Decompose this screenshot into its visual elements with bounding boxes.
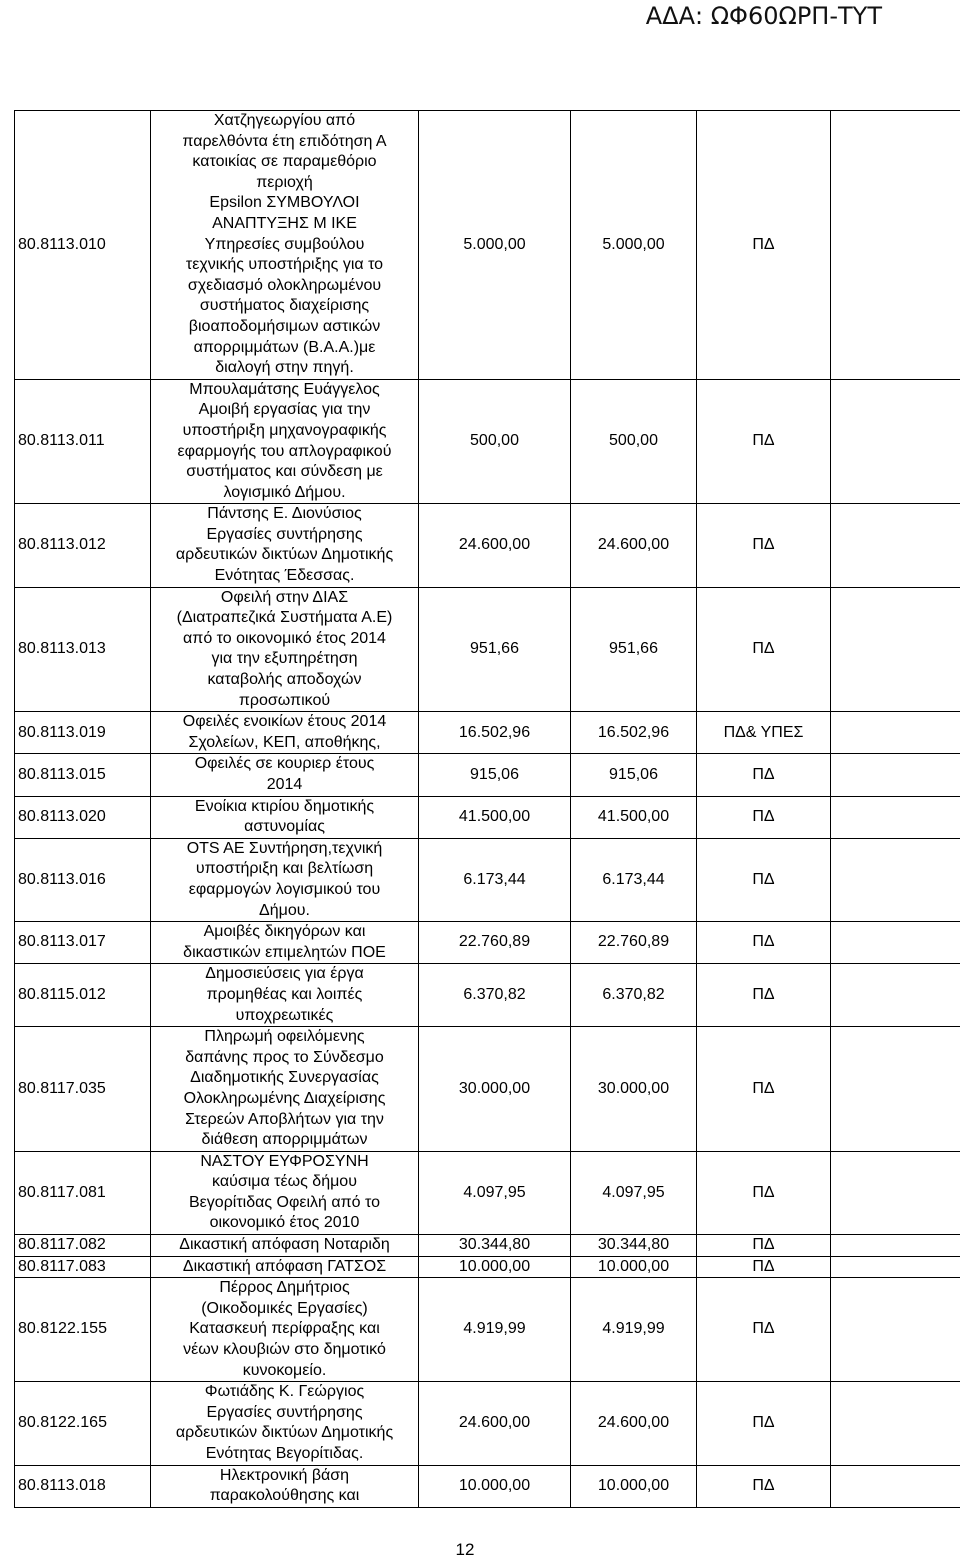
table-row (15, 838, 960, 921)
budget-code-cell: 80.8113.012 (15, 504, 151, 587)
amount-cell: 10.000,00 (571, 1465, 697, 1507)
description-cell: OTS AE Συντήρηση,τεχνική υποστήριξη και βελτίωση εφαρμογών λογισμικού του Δήμου. (151, 838, 419, 921)
amount-cell: 22.760,89 (419, 922, 571, 964)
empty-cell (831, 1027, 960, 1152)
amount-cell: 500,00 (571, 379, 697, 504)
budget-code-cell: 80.8115.012 (15, 964, 151, 1027)
amount-cell: 30.344,80 (419, 1235, 571, 1257)
amount-cell: 4.097,95 (419, 1151, 571, 1234)
amount-cell: 10.000,00 (419, 1256, 571, 1278)
empty-cell (831, 1382, 960, 1465)
table-row (15, 379, 960, 504)
funding-source-cell: ΠΔ& ΥΠΕΣ (697, 712, 831, 754)
budget-code-cell: 80.8117.035 (15, 1027, 151, 1152)
ada-header: ΑΔΑ: ΩΦ60ΩΡΠ-ΤΥΤ (645, 2, 882, 30)
amount-cell: 16.502,96 (571, 712, 697, 754)
empty-cell (831, 1465, 960, 1507)
funding-source-cell: ΠΔ (697, 964, 831, 1027)
empty-cell (831, 796, 960, 838)
description-cell: Δικαστική απόφαση Νοταριδη (151, 1235, 419, 1257)
budget-code-cell: 80.8117.082 (15, 1235, 151, 1257)
amount-cell: 6.173,44 (419, 838, 571, 921)
description-cell: Αμοιβές δικηγόρων και δικαστικών επιμελητών ΠΟΕ (151, 922, 419, 964)
table-row (15, 1027, 960, 1152)
empty-cell (831, 111, 960, 380)
description-cell: Δικαστική απόφαση ΓΑΤΣΟΣ (151, 1256, 419, 1278)
empty-cell (831, 504, 960, 587)
description-cell: Οφειλές σε κουριερ έτους 2014 (151, 754, 419, 796)
description-cell: Ενοίκια κτιρίου δημοτικής αστυνομίας (151, 796, 419, 838)
empty-cell (831, 754, 960, 796)
budget-code-cell: 80.8113.015 (15, 754, 151, 796)
funding-source-cell: ΠΔ (697, 1278, 831, 1382)
empty-cell (831, 838, 960, 921)
description-cell: ΝΑΣΤΟΥ ΕΥΦΡΟΣΥΝΗ καύσιμα τέως δήμου Βεγορίτιδας Οφειλή από το οικονομικό έτος 2010 (151, 1151, 419, 1234)
amount-cell: 10.000,00 (419, 1465, 571, 1507)
empty-cell (831, 1151, 960, 1234)
empty-cell (831, 922, 960, 964)
funding-source-cell: ΠΔ (697, 1256, 831, 1278)
page-number: 12 (455, 1540, 475, 1559)
budget-code-cell: 80.8113.011 (15, 379, 151, 504)
description-cell: Χατζηγεωργίου από παρελθόντα έτη επιδότηση Α κατοικίας σε παραμεθόριο περιοχή Epsilon ΣΥΜΒΟΥΛΟΙ ΑΝΑΠΤΥΞΗΣ Μ ΙΚΕ Υπηρεσίες συμβούλου τεχνικής υποστήριξης για το σχεδιασμό ολοκληρωμένου συστήματος διαχείρισης βιοαποδομήσιμων αστικών απορριμμάτων (Β.Α.Α.)με διαλογή στην πηγή. (151, 111, 419, 380)
empty-cell (831, 587, 960, 712)
budget-code-cell: 80.8113.017 (15, 922, 151, 964)
amount-cell: 5.000,00 (419, 111, 571, 380)
funding-source-cell: ΠΔ (697, 1465, 831, 1507)
budget-code-cell: 80.8122.165 (15, 1382, 151, 1465)
description-cell: Πέρρος Δημήτριος (Οικοδομικές Εργασίες) Κατασκευή περίφραξης και νέων κλουβιών στο δημοτικό κυνοκομείο. (151, 1278, 419, 1382)
funding-source-cell: ΠΔ (697, 504, 831, 587)
table-row (15, 504, 960, 587)
amount-cell: 915,06 (571, 754, 697, 796)
budget-table (14, 110, 960, 1508)
empty-cell (831, 964, 960, 1027)
amount-cell: 5.000,00 (571, 111, 697, 380)
funding-source-cell: ΠΔ (697, 379, 831, 504)
description-cell: Πληρωμή οφειλόμενης δαπάνης προς το Σύνδεσμο Διαδημοτικής Συνεργασίας Ολοκληρωμένης Διαχείρισης Στερεών Αποβλήτων για την διάθεση απορριμμάτων (151, 1027, 419, 1152)
empty-cell (831, 1256, 960, 1278)
amount-cell: 24.600,00 (419, 1382, 571, 1465)
budget-code-cell: 80.8113.019 (15, 712, 151, 754)
amount-cell: 6.173,44 (571, 838, 697, 921)
description-cell: Ηλεκτρονική βάση παρακολούθησης και (151, 1465, 419, 1507)
table-row (15, 1382, 960, 1465)
amount-cell: 41.500,00 (571, 796, 697, 838)
funding-source-cell: ΠΔ (697, 838, 831, 921)
budget-code-cell: 80.8117.081 (15, 1151, 151, 1234)
empty-cell (831, 1235, 960, 1257)
funding-source-cell: ΠΔ (697, 922, 831, 964)
description-cell: Οφειλές ενοικίων έτους 2014 Σχολείων, ΚΕΠ, αποθήκης, (151, 712, 419, 754)
budget-code-cell: 80.8122.155 (15, 1278, 151, 1382)
amount-cell: 4.919,99 (571, 1278, 697, 1382)
amount-cell: 24.600,00 (571, 1382, 697, 1465)
description-cell: Φωτιάδης Κ. Γεώργιος Εργασίες συντήρησης αρδευτικών δικτύων Δημοτικής Ενότητας Βεγορίτιδας. (151, 1382, 419, 1465)
description-cell: Οφειλή στην ΔΙΑΣ (Διατραπεζικά Συστήματα Α.Ε) από το οικονομικό έτος 2014 για την εξυπηρέτηση καταβολής αποδοχών προσωπικού (151, 587, 419, 712)
amount-cell: 22.760,89 (571, 922, 697, 964)
amount-cell: 4.097,95 (571, 1151, 697, 1234)
amount-cell: 24.600,00 (419, 504, 571, 587)
amount-cell: 951,66 (571, 587, 697, 712)
amount-cell: 915,06 (419, 754, 571, 796)
description-cell: Δημοσιεύσεις για έργα προμηθέας και λοιπές υποχρεωτικές (151, 964, 419, 1027)
table-row (15, 964, 960, 1027)
budget-code-cell: 80.8113.018 (15, 1465, 151, 1507)
empty-cell (831, 379, 960, 504)
empty-cell (831, 712, 960, 754)
table-row (15, 1256, 960, 1278)
funding-source-cell: ΠΔ (697, 1235, 831, 1257)
funding-source-cell: ΠΔ (697, 1382, 831, 1465)
table-row (15, 712, 960, 754)
amount-cell: 6.370,82 (419, 964, 571, 1027)
amount-cell: 6.370,82 (571, 964, 697, 1027)
table-row (15, 1151, 960, 1234)
budget-code-cell: 80.8113.020 (15, 796, 151, 838)
amount-cell: 951,66 (419, 587, 571, 712)
amount-cell: 30.000,00 (419, 1027, 571, 1152)
amount-cell: 30.344,80 (571, 1235, 697, 1257)
funding-source-cell: ΠΔ (697, 111, 831, 380)
funding-source-cell: ΠΔ (697, 796, 831, 838)
budget-code-cell: 80.8113.016 (15, 838, 151, 921)
table-row (15, 922, 960, 964)
amount-cell: 16.502,96 (419, 712, 571, 754)
empty-cell (831, 1278, 960, 1382)
table-row (15, 111, 960, 380)
table-row (15, 1278, 960, 1382)
amount-cell: 41.500,00 (419, 796, 571, 838)
funding-source-cell: ΠΔ (697, 1027, 831, 1152)
table-row (15, 587, 960, 712)
table-row (15, 796, 960, 838)
funding-source-cell: ΠΔ (697, 754, 831, 796)
amount-cell: 30.000,00 (571, 1027, 697, 1152)
funding-source-cell: ΠΔ (697, 587, 831, 712)
description-cell: Πάντσης Ε. Διονύσιος Εργασίες συντήρησης αρδευτικών δικτύων Δημοτικής Ενότητας Έδεσσας. (151, 504, 419, 587)
funding-source-cell: ΠΔ (697, 1151, 831, 1234)
table-row (15, 1465, 960, 1507)
budget-code-cell: 80.8113.013 (15, 587, 151, 712)
description-cell: Μπουλαμάτσης Ευάγγελος Αμοιβή εργασίας για την υποστήριξη μηχανογραφικής εφαρμογής του απλογραφικού συστήματος και σύνδεση με λογισμικό Δήμου. (151, 379, 419, 504)
amount-cell: 4.919,99 (419, 1278, 571, 1382)
budget-code-cell: 80.8113.010 (15, 111, 151, 380)
amount-cell: 10.000,00 (571, 1256, 697, 1278)
table-row (15, 1235, 960, 1257)
table-row (15, 754, 960, 796)
amount-cell: 500,00 (419, 379, 571, 504)
amount-cell: 24.600,00 (571, 504, 697, 587)
budget-code-cell: 80.8117.083 (15, 1256, 151, 1278)
